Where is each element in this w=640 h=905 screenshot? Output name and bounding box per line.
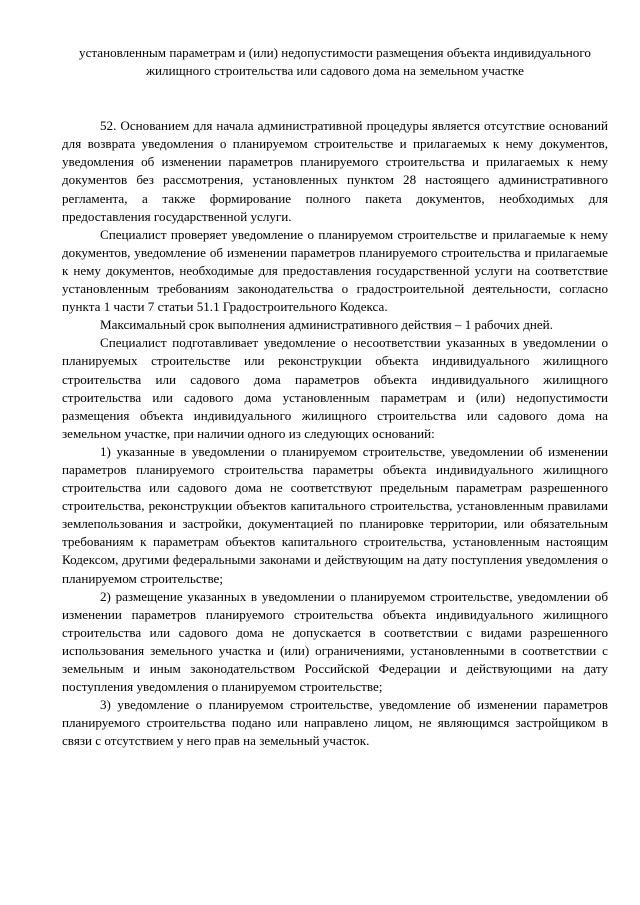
paragraph-specialist-prepare: Специалист подготавливает уведомление о несоответствии указанных в уведомлении о планируемых строительстве или реконструкции объекта индивидуального жилищного строительства или садового дома параметров объекта индивидуального жилищного строительства или садового дома установленным параметрам и (или) недопустимости размещения объекта индивидуального жилищного строительства или садового дома на земельном участке, при наличии одного из следующих оснований: <box>62 335 608 441</box>
list-item-3: 3) уведомление о планируемом строительстве, уведомление об изменении параметров планируемого строительства подано или направлено лицом, не являющимся застройщиком в связи с отсутствием у него прав на земельный участок. <box>62 697 608 749</box>
document-page <box>62 44 608 750</box>
spacer <box>62 80 608 117</box>
list-item-1: 1) указанные в уведомлении о планируемом строительстве, уведомлении об изменении параметров планируемого строительства параметры объекта индивидуального жилищного строительства или садового дома не соответствуют предельным параметрам разрешенного строительства, реконструкции объектов капитального строительства, установленным правилами землепользования и застройки, документацией по планировке территории, или обязательным требованиям к параметрам объектов капитального строительства, установленным настоящим Кодексом, другими федеральными законами и действующим на дату поступления уведомления о планируемом строительстве; <box>62 443 608 586</box>
paragraph-52: 52. Основанием для начала административной процедуры является отсутствие оснований для возврата уведомления о планируемом строительстве и прилагаемых к нему документов, уведомления об изменении параметров планируемого строительства и прилагаемых к нему документов без рассмотрения, установленных пунктом 28 настоящего административного регламента, а также формирование полного пакета документов, необходимых для предоставления государственной услуги. <box>62 118 608 224</box>
section-heading: установленным параметрам и (или) недопустимости размещения объекта индивидуального жилищного строительства или садового дома на земельном участке <box>79 45 591 79</box>
list-item-2: 2) размещение указанных в уведомлении о планируемом строительстве, уведомлении об изменении параметров планируемого строительства объекта индивидуального жилищного строительства или садового дома не допускается в соответствии с видами разрешенного использования земельного участка и (или) ограничениями, установленными в соответствии с земельным и иным законодательством Российской Федерации и действующими на дату поступления уведомления о планируемом строительстве; <box>62 588 608 695</box>
paragraph-max-term: Максимальный срок выполнения административного действия – 1 рабочих дней. <box>100 317 553 333</box>
paragraph-specialist-check: Специалист проверяет уведомление о планируемом строительстве и прилагаемые к нему документов, уведомление об изменении параметров планируемого строительства и прилагаемые к нему документов, необходимые для предоставления государственной услуги на соответствие установленным требованиям законодательства о градостроительной деятельности, согласно пункта 1 части 7 статьи 51.1 Градостроительного Кодекса. <box>62 226 608 315</box>
